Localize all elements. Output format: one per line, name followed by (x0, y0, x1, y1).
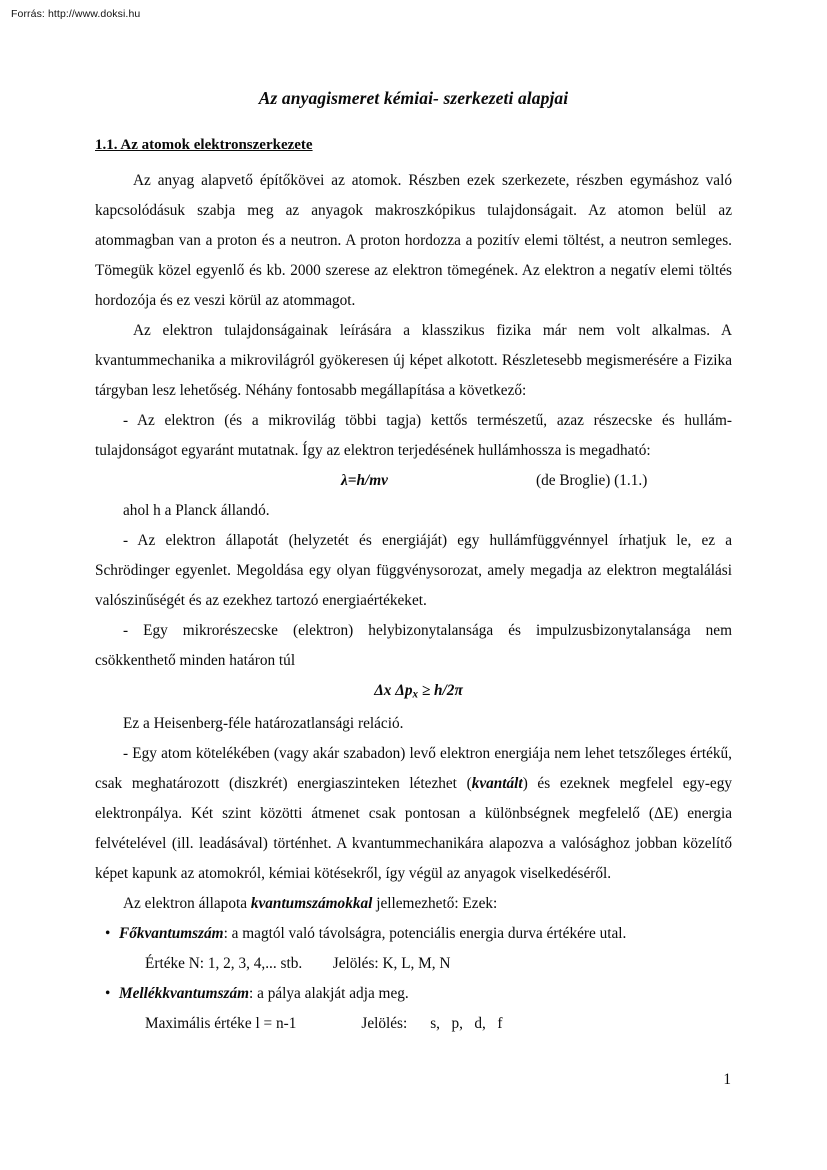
quantized-text-after: ) és ezeknek megfelel egy-egy elektronpálya. Két szint közötti átmenet csak pontosan a különbségnek megfelelő (ΔE) energia felvételével (ill. leadásával) történhet. A kvantummechanikára alapozva a valósághoz jobban közelítő képet kapunk az atomokról, kémiai kötésekről, így végül az anyagok viselkedéséről. (95, 775, 732, 883)
page-number: 1 (723, 1071, 731, 1088)
quantized-text-before: - Egy atom kötelékében (vagy akár szabadon) levő elektron energiája nem lehet tetszőleges értékű, csak meghatározott (diszkrét) energiaszinteken létezhet ( (95, 745, 732, 793)
formula-heisenberg-tail: ≥ h/2π (418, 682, 463, 699)
paragraph-uncertainty: - Egy mikrorészecske (elektron) helybizonytalansága és impulzusbizonytalansága nem csökkenthető minden határon túl (95, 622, 732, 669)
bullet-icon: • (105, 925, 111, 943)
list-item (95, 919, 732, 949)
quantum-number-term: Főkvantumszám (119, 925, 224, 943)
paragraph-quantized-energy (95, 739, 732, 889)
quantized-emphasis: kvantált (471, 775, 523, 793)
paragraph-quantum-numbers-intro (95, 889, 732, 919)
bullet-icon: • (105, 985, 111, 1003)
formula-heisenberg-subscript: x (412, 688, 418, 701)
page-title: Az anyagismeret kémiai- szerkezeti alapjai (258, 88, 569, 108)
paragraph-heisenberg-relation: Ez a Heisenberg-féle határozatlansági reláció. (123, 715, 404, 733)
quantum-number-description: : a magtól való távolságra, potenciális energia durva értékére utal. (223, 925, 627, 943)
qn-intro-before: Az elektron állapota (123, 895, 251, 913)
quantum-number-detail: Maximális értéke l = n-1 Jelölés: s, p, d, f (145, 1015, 503, 1033)
quantum-number-detail: Értéke N: 1, 2, 3, 4,... stb. Jelölés: K, L, M, N (145, 955, 451, 973)
paragraph-quantum-mechanics: Az elektron tulajdonságainak leírására a klasszikus fizika már nem volt alkalmas. A kvantummechanika a mikrovilágról gyökeresen új képet alkotott. Részletesebb megismerésére a Fizika tárgyban lesz lehetőség. Néhány fontosabb megállapítása a következő: (95, 322, 732, 399)
formula-heisenberg (95, 676, 732, 709)
formula-de-broglie-reference: (de Broglie) (1.1.) (536, 472, 648, 489)
paragraph-schrodinger: - Az elektron állapotát (helyzetét és energiáját) egy hullámfüggvénnyel írhatjuk le, ez a Schrödinger egyenlet. Megoldása egy olyan függvénysorozat, amely megadja az elektron megtalálási valószinűségét és az ezekhez tartozó energiaértékeket. (95, 532, 732, 609)
quantum-number-term: Mellékkvantumszám (119, 985, 250, 1003)
formula-de-broglie: λ=h/mv (341, 472, 388, 489)
section-heading: 1.1. Az atomok elektronszerkezete (95, 137, 313, 153)
qn-intro-emphasis: kvantumszámokkal (250, 895, 373, 913)
formula-heisenberg-lead: Δx Δp (374, 682, 413, 699)
list-item (95, 979, 732, 1009)
document-body (95, 88, 732, 1039)
paragraph-atoms-intro: Az anyag alapvető építőkövei az atomok. Részben ezek szerkezete, részben egymáshoz való kapcsolódásuk szabja meg az anyagok makroszkópikus tulajdonságait. Az atomon belül az atommagban van a proton és a neutron. A proton hordozza a pozitív elemi töltést, a neutron semleges. Tömegük közel egyenlő és kb. 2000 szerese az elektron tömegének. Az elektron a negatív elemi töltés hordozója és ez veszi körül az atommagot. (95, 172, 732, 309)
qn-intro-after: jellemezhető: Ezek: (372, 895, 498, 913)
quantum-number-description: : a pálya alakját adja meg. (249, 985, 409, 1003)
paragraph-planck-constant: ahol h a Planck állandó. (123, 502, 270, 519)
source-url-header: Forrás: http://www.doksi.hu (11, 8, 141, 20)
paragraph-wave-particle: - Az elektron (és a mikrovilág többi tagja) kettős természetű, azaz részecske és hullám-tulajdonságot egyaránt mutatnak. Így az elektron terjedésének hullámhossza is megadható: (95, 412, 732, 459)
formula-de-broglie-row (95, 466, 732, 496)
